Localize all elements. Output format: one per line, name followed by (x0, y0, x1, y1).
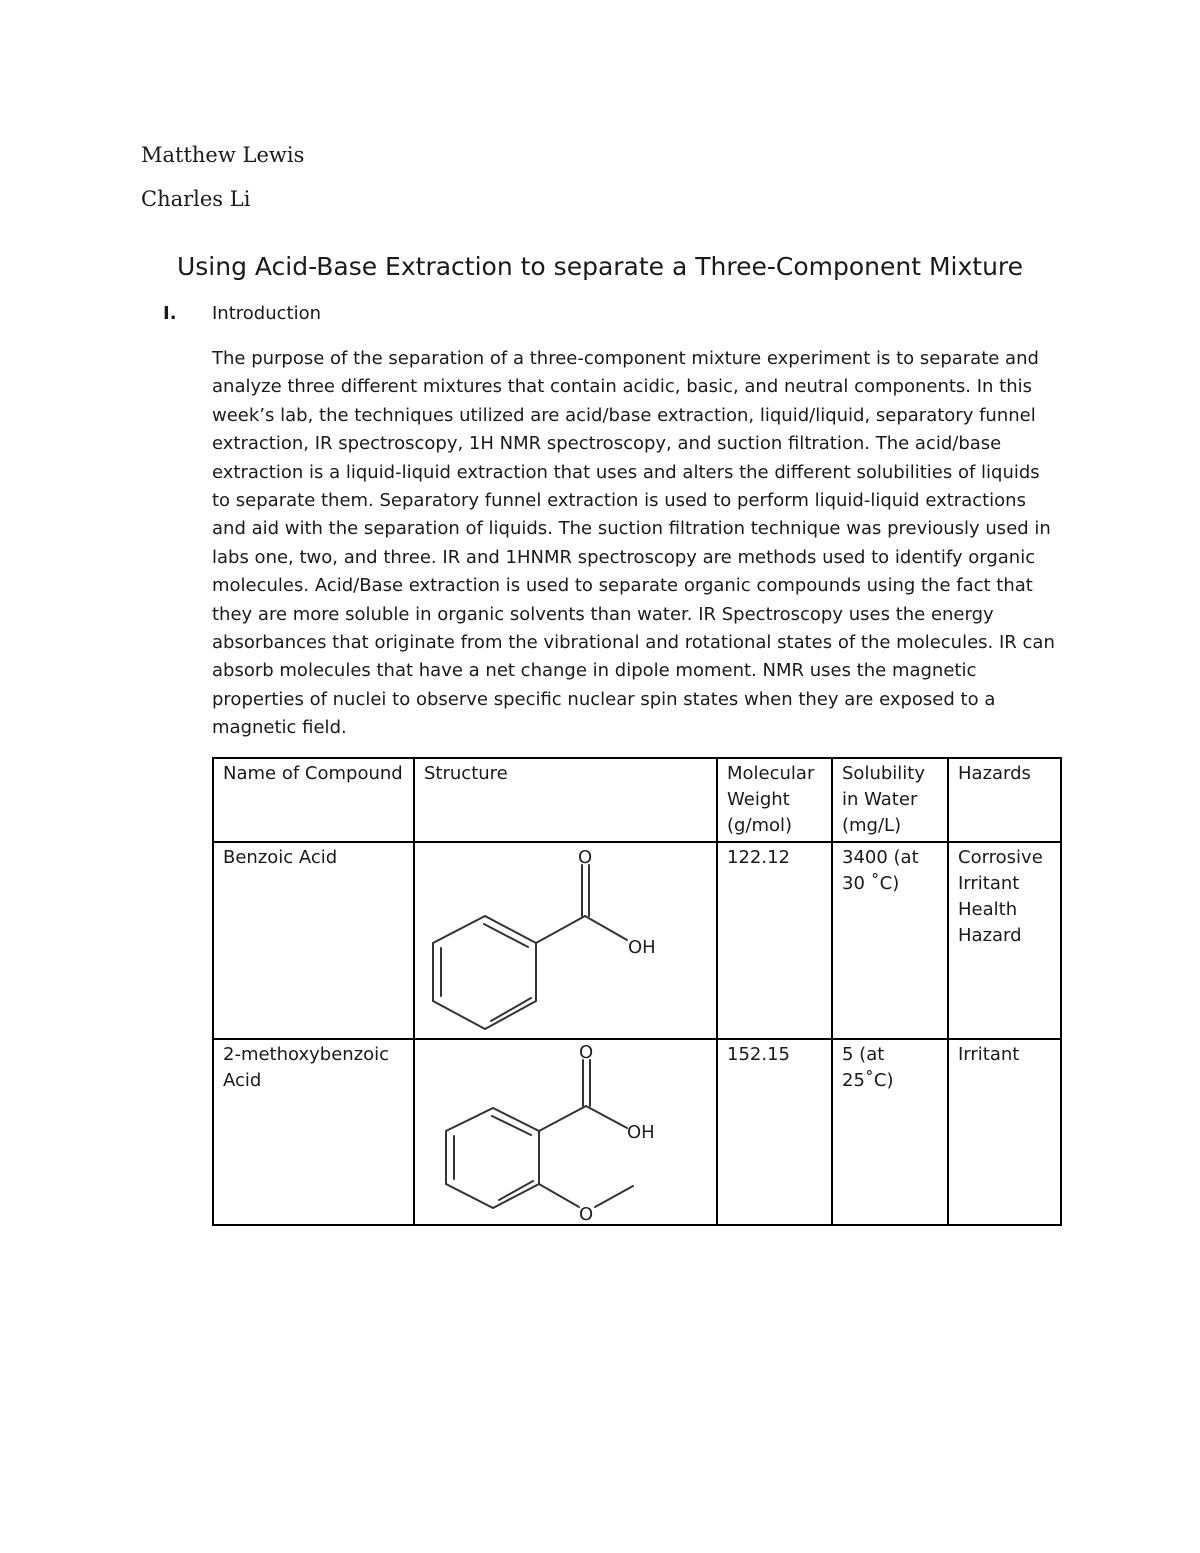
header-hazards: Hazards (948, 758, 1061, 842)
author-name: Matthew Lewis (141, 143, 305, 167)
table-row (213, 1039, 1061, 1225)
benzoic-acid-structure (415, 843, 716, 1038)
header-name-of-compound: Name of Compound (213, 758, 414, 842)
methoxy-oxygen-label: O (579, 1204, 594, 1224)
header-structure: Structure (414, 758, 717, 842)
structure-cell (414, 1039, 717, 1225)
oxygen-label: O (579, 1042, 594, 1063)
hydroxyl-label: OH (628, 937, 656, 958)
molecular-weight: 152.15 (717, 1039, 832, 1225)
header-solubility: Solubility in Water (mg/L) (832, 758, 948, 842)
molecular-weight: 122.12 (717, 842, 832, 1039)
solubility: 3400 (at 30 ˚C) (832, 842, 948, 1039)
header-molecular-weight: Molecular Weight (g/mol) (717, 758, 832, 842)
compound-name: Benzoic Acid (213, 842, 414, 1039)
oxygen-label: O (578, 847, 593, 868)
document-title: Using Acid-Base Extraction to separate a Three-Component Mixture (176, 252, 1024, 281)
section-title: Introduction (212, 303, 322, 324)
methoxybenzoic-acid-structure (415, 1040, 716, 1224)
author-name: Charles Li (141, 187, 251, 211)
section-number: I. (163, 303, 177, 324)
hazards: Corrosive Irritant Health Hazard (948, 842, 1061, 1039)
table-row (213, 842, 1061, 1039)
hazards: Irritant (948, 1039, 1061, 1225)
solubility: 5 (at 25˚C) (832, 1039, 948, 1225)
compound-name: 2-methoxybenzoic Acid (213, 1039, 414, 1225)
introduction-paragraph: The purpose of the separation of a three-component mixture experiment is to separate and analyze three different mixtures that contain acidic, basic, and neutral components. In this week’s lab, the techniques utilized are acid/base extraction, liquid/liquid, separatory funnel extraction, IR spectroscopy, 1H NMR spectroscopy, and suction filtration. The acid/base extraction is a liquid-liquid extraction that uses and alters the different solubilities of liquids to separate them. Separatory funnel extraction is used to perform liquid-liquid extractions and aid with the separation of liquids. The suction filtration technique was previously used in labs one, two, and three. IR and 1HNMR spectroscopy are methods used to identify organic molecules. Acid/Base extraction is used to separate organic compounds using the fact that they are more soluble in organic solvents than water. IR Spectroscopy uses the energy absorbances that originate from the vibrational and rotational states of the molecules. IR can absorb molecules that have a net change in dipole moment. NMR uses the magnetic properties of nuclei to observe specific nuclear spin states when they are exposed to a magnetic field. (212, 348, 1055, 739)
hydroxyl-label: OH (627, 1122, 655, 1143)
structure-cell (414, 842, 717, 1039)
compound-table (212, 757, 1062, 1226)
table-header-row (213, 758, 1061, 842)
